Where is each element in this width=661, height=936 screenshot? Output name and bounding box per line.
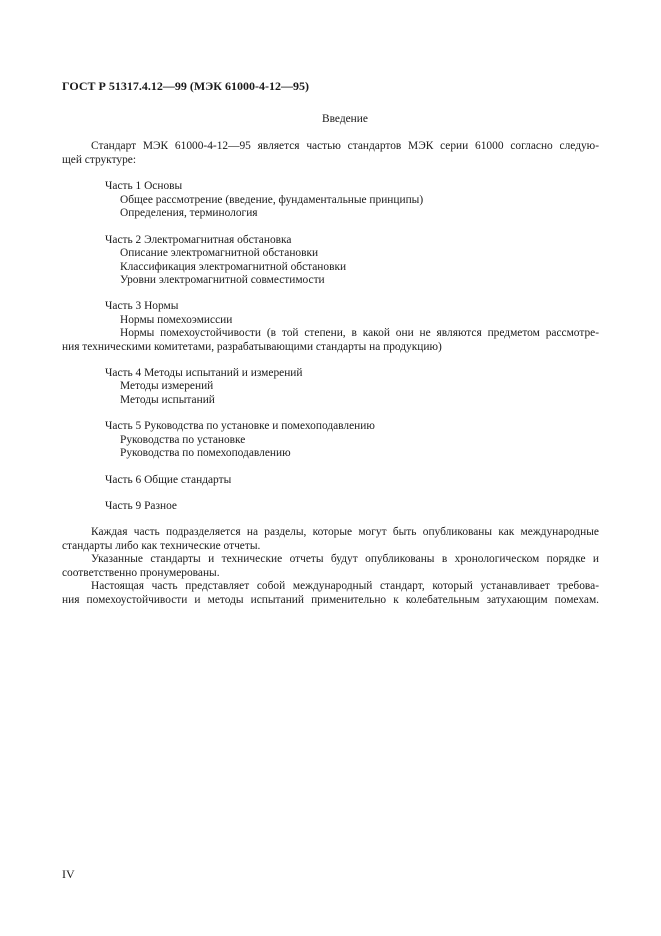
- part-5-item: Руководства по установке: [120, 434, 246, 446]
- page-number: IV: [62, 867, 75, 881]
- document-designation: ГОСТ Р 51317.4.12—99 (МЭК 61000-4-12—95): [62, 79, 309, 93]
- part-2-item: Описание электромагнитной обстановки: [120, 247, 319, 259]
- part-3-item: Нормы помехоустойчивости (в той степени, в какой они не являются предметом рассмотре-: [120, 327, 599, 339]
- paragraph-1-line-1: Каждая часть подразделяется на разделы, которые могут быть опубликованы как международные: [91, 526, 599, 538]
- part-3-continuation: ния техническими комитетами, разрабатывающими стандарты на продукцию): [62, 341, 442, 353]
- paragraph-2-line-2: соответственно пронумерованы.: [62, 567, 220, 579]
- paragraph-3-line-2: ния помехоустойчивости и методы испытаний применительно к колебательным затухающим помехам.: [62, 594, 599, 606]
- part-2-title: Часть 2 Электромагнитная обстановка: [105, 234, 292, 246]
- part-4-title: Часть 4 Методы испытаний и измерений: [105, 367, 303, 379]
- part-1-item: Общее рассмотрение (введение, фундаментальные принципы): [120, 194, 424, 206]
- intro-line-2: щей структуре:: [62, 154, 137, 166]
- section-title: Введение: [322, 113, 368, 125]
- intro-line-1: Стандарт МЭК 61000-4-12—95 является частью стандартов МЭК серии 61000 согласно следую-: [91, 140, 599, 152]
- part-3-item: Нормы помехоэмиссии: [120, 314, 233, 326]
- part-6-title: Часть 6 Общие стандарты: [105, 474, 232, 486]
- part-2-item: Уровни электромагнитной совместимости: [120, 274, 325, 286]
- paragraph-3-line-1: Настоящая часть представляет собой международный стандарт, который устанавливает требова-: [91, 580, 599, 592]
- part-5-item: Руководства по помехоподавлению: [120, 447, 291, 459]
- part-1-item: Определения, терминология: [120, 207, 258, 219]
- part-2-item: Классификация электромагнитной обстановки: [120, 261, 347, 273]
- paragraph-2-line-1: Указанные стандарты и технические отчеты будут опубликованы в хронологическом порядке и: [91, 553, 599, 565]
- part-5-title: Часть 5 Руководства по установке и помехоподавлению: [105, 420, 375, 432]
- paragraph-1-line-2: стандарты либо как технические отчеты.: [62, 540, 261, 552]
- part-1-title: Часть 1 Основы: [105, 180, 183, 192]
- part-4-item: Методы измерений: [120, 380, 214, 392]
- part-3-title: Часть 3 Нормы: [105, 300, 179, 312]
- part-9-title: Часть 9 Разное: [105, 500, 177, 512]
- part-4-item: Методы испытаний: [120, 394, 215, 406]
